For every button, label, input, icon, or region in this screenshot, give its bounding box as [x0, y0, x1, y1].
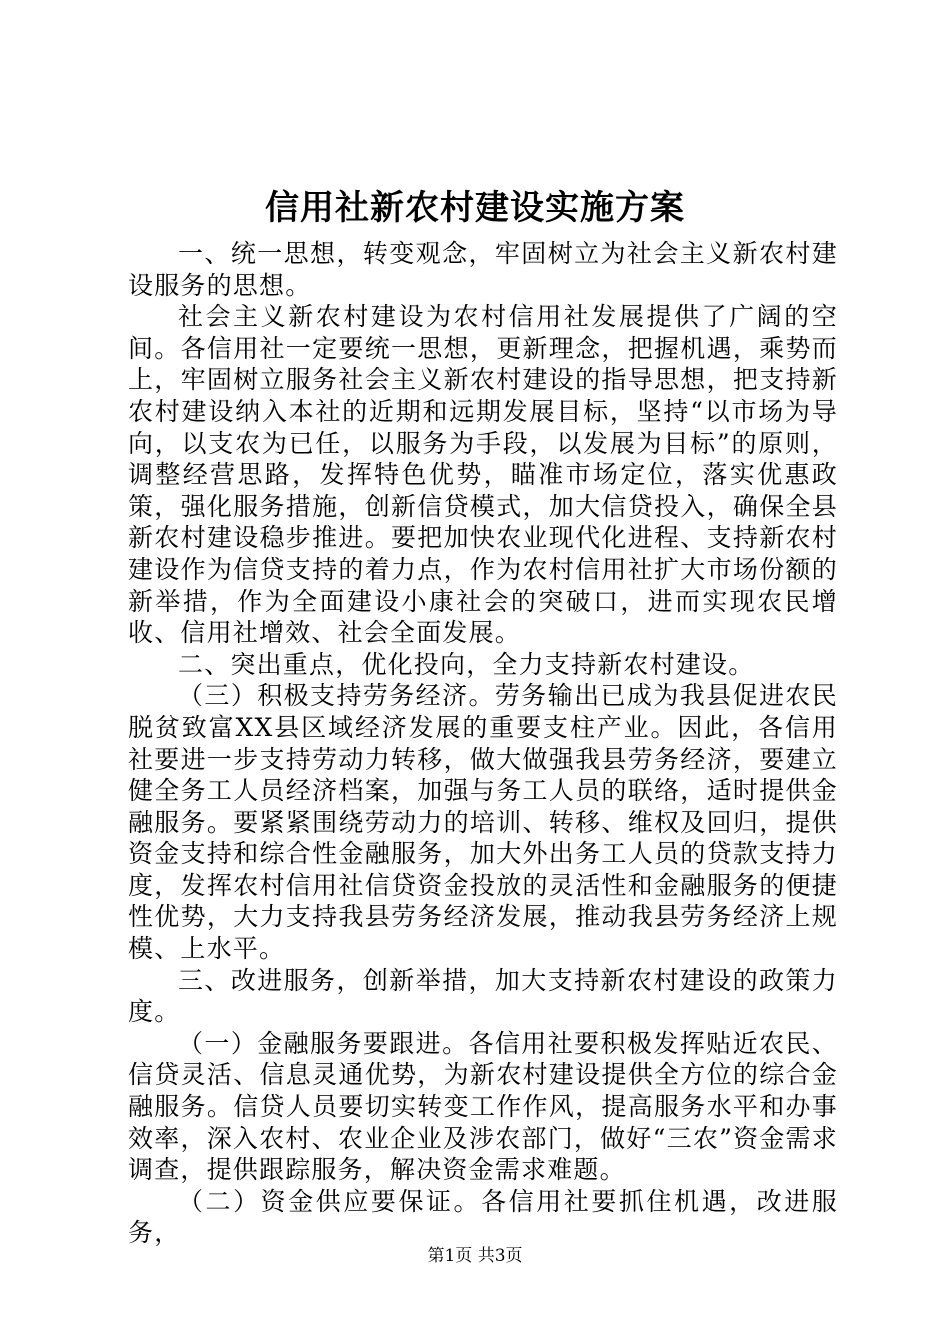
page-number-footer: 第1页 共3页 [427, 1246, 523, 1266]
paragraph: 社会主义新农村建设为农村信用社发展提供了广阔的空间。各信用社一定要统一思想，更新理念，把握机遇，乘势而上，牢固树立服务社会主义新农村建设的指导思想，把支持新农村建设纳入本社的近期和远期发展目标，坚持“以市场为导向，以支农为已任，以服务为手段，以发展为目标”的原则，调整经营思路，发挥特色优势，瞄准市场定位，落实优惠政策，强化服务措施，创新信贷模式，加大信贷投入，确保全县新农村建设稳步推进。要把加快农业现代化进程、支持新农村建设作为信贷支持的着力点，作为农村信用社扩大市场份额的新举措，作为全面建设小康社会的突破口，进而实现农民增收、信用社增效、社会全面发展。 [128, 302, 838, 648]
document-body [128, 238, 838, 1249]
paragraph: （二）资金供应要保证。各信用社要抓住机遇，改进服务， [128, 1186, 838, 1248]
document-title: 信用社新农村建设实施方案 [265, 188, 685, 228]
section-heading-1: 一、统一思想，转变观念，牢固树立为社会主义新农村建设服务的思想。 [128, 239, 838, 300]
section-heading-2: 二、突出重点，优化投向，全力支持新农村建设。 [178, 649, 755, 679]
section-heading-3: 三、改进服务，创新举措，加大支持新农村建设的政策力度。 [128, 965, 838, 1027]
paragraph: （三）积极支持劳务经济。劳务输出已成为我县促进农民脱贫致富XX县区域经济发展的重要支柱产业。因此，各信用社要进一步支持劳动力转移，做大做强我县劳务经济，要建立健全务工人员经济档案，加强与务工人员的联络，适时提供金融服务。要紧紧围绕劳动力的培训、转移、维权及回归，提供资金支持和综合性金融服务，加大外出务工人员的贷款支持力度，发挥农村信用社信贷资金投放的灵活性和金融服务的便捷性优势，大力支持我县劳务经济发展，推动我县劳务经济上规模、上水平。 [128, 681, 838, 964]
paragraph: （一）金融服务要跟进。各信用社要积极发挥贴近农民、信贷灵活、信息灵通优势，为新农村建设提供全方位的综合金融服务。信贷人员要切实转变工作作风，提高服务水平和办事效率，深入农村、农业企业及涉农部门，做好“三农”资金需求调查，提供跟踪服务，解决资金需求难题。 [128, 1028, 838, 1185]
